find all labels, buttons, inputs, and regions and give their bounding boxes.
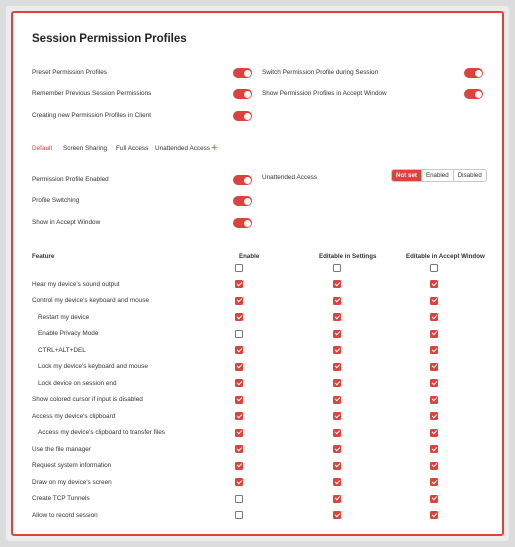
column-header-editable-settings: Editable in Settings — [319, 253, 377, 260]
toggle-show-in-accept[interactable] — [233, 218, 252, 228]
setting-label-create-profiles: Creating new Permission Profiles in Client — [32, 112, 151, 119]
toggle-profile-enabled[interactable] — [233, 175, 252, 185]
select-all-checkbox[interactable] — [333, 264, 341, 272]
feature-checkbox[interactable] — [430, 429, 438, 437]
toggle-knob — [244, 91, 251, 98]
toggle-create-profiles[interactable] — [233, 111, 252, 121]
option-enabled[interactable]: Enabled — [421, 170, 453, 181]
feature-checkbox[interactable] — [333, 412, 341, 420]
plus-icon[interactable]: + — [211, 142, 218, 154]
select-all-checkbox[interactable] — [430, 264, 438, 272]
column-header-enable: Enable — [239, 253, 260, 260]
feature-checkbox[interactable] — [430, 511, 438, 519]
feature-label: Enable Privacy Mode — [38, 330, 99, 337]
feature-label: Request system information — [32, 462, 112, 469]
feature-checkbox[interactable] — [235, 445, 243, 453]
feature-checkbox[interactable] — [333, 429, 341, 437]
feature-label: Lock my device's keyboard and mouse — [38, 363, 148, 370]
column-header-editable-accept: Editable in Accept Window — [406, 253, 485, 260]
column-header-feature: Feature — [32, 253, 55, 260]
setting-label-remember-permissions: Remember Previous Session Permissions — [32, 90, 152, 97]
feature-label: Lock device on session end — [38, 379, 117, 387]
toggle-show-profiles-accept[interactable] — [464, 89, 483, 99]
feature-checkbox[interactable] — [333, 379, 341, 387]
feature-checkbox[interactable] — [235, 412, 243, 420]
toggle-knob — [244, 113, 251, 120]
setting-label-show-in-accept: Show in Accept Window — [32, 219, 101, 226]
toggle-remember-permissions[interactable] — [233, 89, 252, 99]
feature-checkbox[interactable] — [235, 297, 243, 305]
feature-checkbox[interactable] — [430, 445, 438, 453]
setting-label-profile-switching: Profile Switching — [32, 197, 80, 204]
feature-label: Restart my device — [38, 313, 90, 321]
feature-checkbox[interactable] — [430, 412, 438, 420]
feature-checkbox[interactable] — [235, 379, 243, 387]
option-disabled[interactable]: Disabled — [453, 170, 486, 181]
toggle-switch-profile[interactable] — [464, 68, 483, 78]
tab-full-access[interactable]: Full Access — [116, 145, 149, 152]
feature-checkbox[interactable] — [235, 313, 243, 321]
feature-label: Access my device's clipboard — [32, 412, 116, 420]
feature-checkbox[interactable] — [333, 313, 341, 321]
feature-checkbox[interactable] — [235, 346, 243, 354]
toggle-knob — [475, 70, 482, 77]
setting-label-show-profiles-accept: Show Permission Profiles in Accept Window — [262, 90, 387, 97]
select-all-checkbox[interactable] — [235, 264, 243, 272]
feature-checkbox[interactable] — [235, 478, 243, 486]
setting-label-switch-profile: Switch Permission Profile during Session — [262, 69, 379, 76]
feature-checkbox[interactable] — [430, 280, 438, 288]
feature-label: Use the file manager — [32, 445, 91, 453]
setting-label-preset-profiles: Preset Permission Profiles — [32, 69, 107, 76]
feature-checkbox[interactable] — [430, 346, 438, 354]
toggle-knob — [475, 91, 482, 98]
feature-label: Create TCP Tunnels — [32, 495, 90, 502]
feature-checkbox[interactable] — [235, 396, 243, 404]
feature-label: Access my device's clipboard to transfer files — [38, 429, 165, 436]
feature-checkbox[interactable] — [333, 297, 341, 305]
toggle-profile-switching[interactable] — [233, 196, 252, 206]
toggle-knob — [244, 198, 251, 205]
feature-checkbox[interactable] — [333, 280, 341, 288]
feature-checkbox[interactable] — [333, 462, 341, 470]
feature-checkbox[interactable] — [235, 330, 243, 338]
unattended-access-selector — [391, 169, 487, 182]
feature-checkbox[interactable] — [333, 396, 341, 404]
feature-label: Control my device's keyboard and mouse — [32, 297, 150, 304]
feature-checkbox[interactable] — [430, 379, 438, 387]
feature-checkbox[interactable] — [235, 462, 243, 470]
unattended-access-label: Unattended Access — [262, 174, 318, 181]
feature-checkbox[interactable] — [430, 396, 438, 404]
feature-checkbox[interactable] — [430, 363, 438, 371]
tab-unattended-access[interactable]: Unattended Access — [155, 145, 211, 152]
feature-checkbox[interactable] — [235, 363, 243, 371]
toggle-knob — [244, 70, 251, 77]
feature-checkbox[interactable] — [333, 511, 341, 519]
feature-checkbox[interactable] — [235, 495, 243, 503]
feature-checkbox[interactable] — [333, 495, 341, 503]
feature-checkbox[interactable] — [235, 429, 243, 437]
feature-checkbox[interactable] — [430, 478, 438, 486]
setting-label-profile-enabled: Permission Profile Enabled — [32, 176, 109, 183]
toggle-preset-profiles[interactable] — [233, 68, 252, 78]
feature-label: Show colored cursor if input is disabled — [32, 396, 143, 403]
toggle-knob — [244, 177, 251, 184]
feature-checkbox[interactable] — [333, 478, 341, 486]
feature-checkbox[interactable] — [430, 330, 438, 338]
feature-checkbox[interactable] — [430, 462, 438, 470]
feature-checkbox[interactable] — [430, 297, 438, 305]
tab-default[interactable]: Default — [32, 145, 53, 152]
feature-label: CTRL+ALT+DEL — [38, 346, 86, 354]
feature-checkbox[interactable] — [430, 313, 438, 321]
option-not-set[interactable]: Not set — [392, 170, 421, 181]
feature-checkbox[interactable] — [333, 330, 341, 338]
tab-screen-sharing[interactable]: Screen Sharing — [63, 145, 108, 152]
toggle-knob — [244, 220, 251, 227]
feature-checkbox[interactable] — [333, 346, 341, 354]
feature-checkbox[interactable] — [235, 511, 243, 519]
feature-label: Hear my device's sound output — [32, 280, 120, 288]
feature-checkbox[interactable] — [333, 445, 341, 453]
feature-checkbox[interactable] — [333, 363, 341, 371]
feature-checkbox[interactable] — [235, 280, 243, 288]
feature-checkbox[interactable] — [430, 495, 438, 503]
feature-label: Allow to record session — [32, 511, 98, 519]
settings-panel — [11, 11, 504, 536]
page-title: Session Permission Profiles — [32, 33, 187, 45]
feature-label: Draw on my device's screen — [32, 478, 112, 486]
